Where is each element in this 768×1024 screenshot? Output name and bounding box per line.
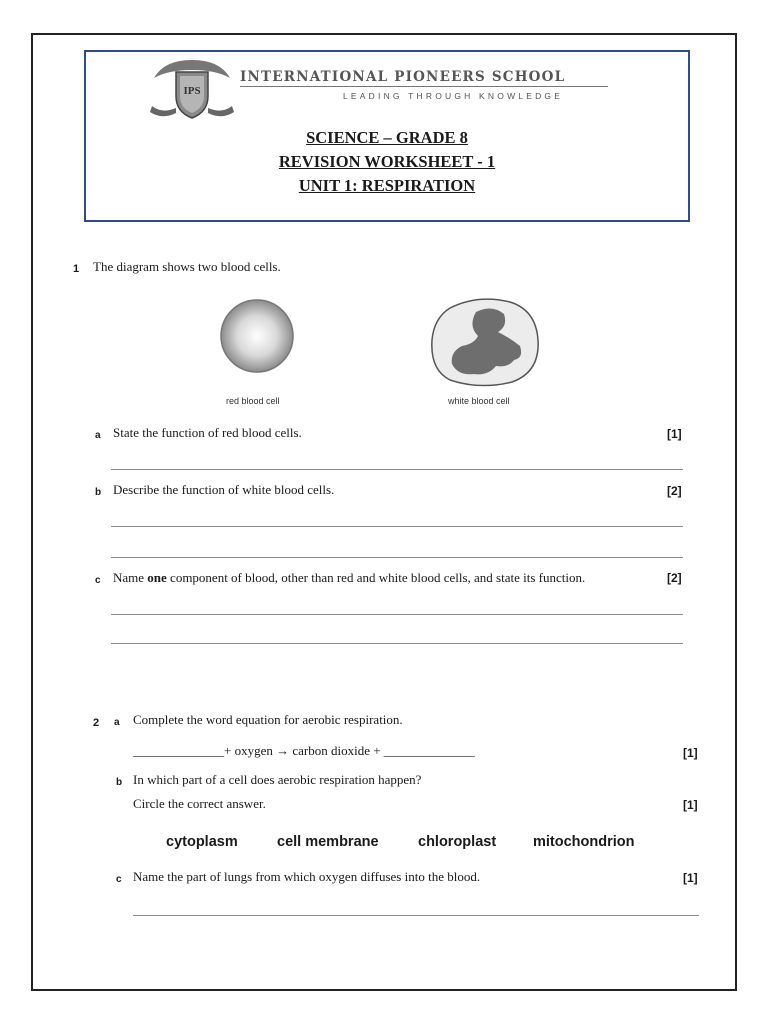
q2b-text: In which part of a cell does aerobic respiration happen? (133, 772, 422, 787)
q1a-text: State the function of red blood cells. (113, 425, 302, 440)
q1c-label: c (95, 575, 101, 586)
q1c-text (113, 570, 585, 586)
white-blood-cell-diagram (428, 296, 542, 388)
q1b-text: Describe the function of white blood cells. (113, 482, 335, 497)
q1c-text-post: component of blood, other than red and white blood cells, and state its function. (166, 570, 586, 585)
title-unit: UNIT 1: RESPIRATION (298, 176, 476, 195)
red-blood-cell-diagram (216, 295, 298, 377)
q2a-equation[interactable]: ______________+ oxygen → carbon dioxide + ______________ (133, 743, 475, 758)
q1c-text-bold: one (147, 570, 167, 585)
answer-option-chloroplast[interactable]: chloroplast (418, 834, 497, 850)
q1c-marks: [2] (667, 571, 682, 585)
red-blood-cell-caption: red blood cell (226, 396, 280, 406)
question-1-number: 1 (73, 263, 80, 275)
q2a-label: a (114, 717, 120, 728)
white-blood-cell-caption: white blood cell (448, 396, 510, 406)
q1c-text-pre: Name (113, 570, 148, 585)
title-worksheet: REVISION WORKSHEET - 1 (278, 152, 496, 171)
q2c-answer-line[interactable] (133, 915, 699, 916)
question-2-number: 2 (93, 717, 100, 729)
title-subject: SCIENCE – GRADE 8 (306, 128, 468, 147)
q2c-text: Name the part of lungs from which oxygen diffuses into the blood. (133, 869, 481, 884)
q1c-answer-line-2[interactable] (111, 643, 683, 644)
school-name: INTERNATIONAL PIONEERS SCHOOL (240, 69, 566, 85)
svg-text:IPS: IPS (183, 85, 201, 97)
q2c-marks: [1] (683, 871, 698, 885)
q1b-answer-line-1[interactable] (111, 526, 683, 527)
q2c-label: c (116, 874, 122, 885)
school-motto: LEADING THROUGH KNOWLEDGE (343, 91, 564, 101)
answer-option-cell-membrane[interactable]: cell membrane (277, 834, 379, 850)
q1a-label: a (95, 430, 101, 441)
school-name-rule (240, 86, 608, 87)
q2b-instruction: Circle the correct answer. (133, 796, 266, 811)
q1a-marks: [1] (667, 427, 682, 441)
q1b-marks: [2] (667, 484, 682, 498)
q1b-label: b (95, 487, 102, 498)
q2b-label: b (116, 777, 123, 788)
q2a-marks: [1] (683, 746, 698, 760)
q2b-marks: [1] (683, 798, 698, 812)
q1c-answer-line-1[interactable] (111, 614, 683, 615)
question-1-stem: The diagram shows two blood cells. (93, 259, 281, 274)
q2a-text: Complete the word equation for aerobic respiration. (133, 712, 403, 727)
q1b-answer-line-2[interactable] (111, 557, 683, 558)
answer-option-mitochondrion[interactable]: mitochondrion (533, 834, 635, 850)
answer-option-cytoplasm[interactable]: cytoplasm (166, 834, 238, 850)
school-crest-logo (146, 56, 238, 122)
q1a-answer-line[interactable] (111, 469, 683, 470)
